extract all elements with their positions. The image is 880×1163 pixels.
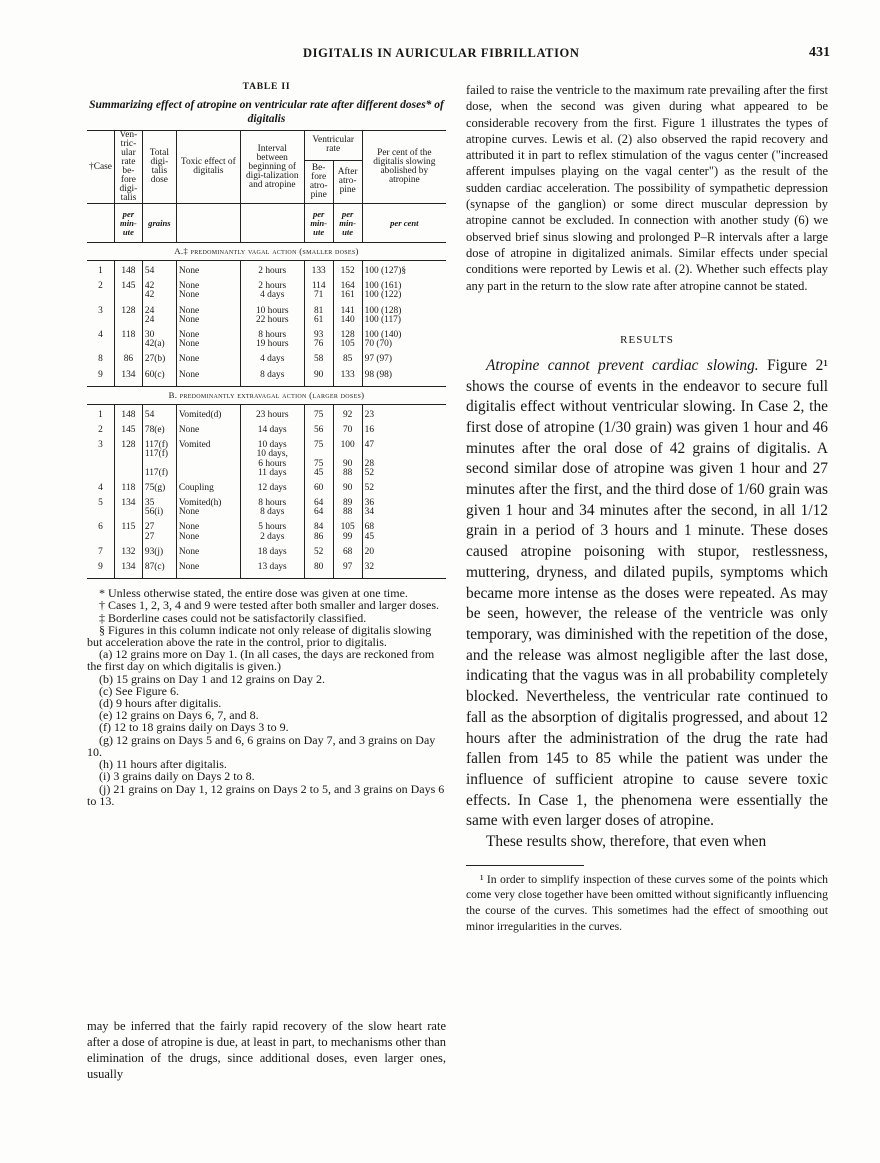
results-paragraph-2: These results show, therefore, that even when bbox=[486, 833, 767, 851]
after-atropine-cell: 70 bbox=[333, 426, 362, 435]
data-table bbox=[87, 130, 446, 579]
unit-case bbox=[87, 204, 114, 243]
table-row bbox=[87, 282, 446, 300]
dose-cell: 87(c) bbox=[142, 563, 176, 572]
interval-cell: 10 hours 22 hours bbox=[240, 307, 304, 325]
case-cell: 2 bbox=[98, 424, 103, 435]
running-header bbox=[60, 46, 830, 66]
before-atropine-cell: 114 71 bbox=[304, 282, 333, 300]
table-row bbox=[87, 371, 446, 380]
rate-cell: 148 bbox=[114, 411, 142, 420]
table-note: (i) 3 grains daily on Days 2 to 8. bbox=[99, 769, 255, 784]
table-note: * Unless otherwise stated, the entire dose was given at one time. bbox=[99, 586, 408, 601]
section-a-label: A.‡ predominantly vagal action (smaller doses) bbox=[87, 243, 446, 261]
header-interval: Interval between beginning of digi-talization and atropine bbox=[240, 131, 304, 204]
percent-cell: 98 (98) bbox=[362, 371, 446, 380]
table-note: § Figures in this column indicate not only release of digitalis slowing but acceleration above the rate in the control, prior to digitalis. bbox=[87, 622, 432, 650]
right-column bbox=[466, 82, 828, 934]
percent-cell: 32 bbox=[362, 563, 446, 572]
dose-cell: 27 27 bbox=[142, 523, 176, 541]
rate-cell: 134 bbox=[114, 499, 142, 517]
percent-cell: 16 bbox=[362, 426, 446, 435]
case-cell: 5 bbox=[98, 498, 103, 509]
table-notes bbox=[87, 587, 446, 807]
case-cell: 3 bbox=[98, 440, 103, 451]
percent-cell: 100 (161) 100 (122) bbox=[362, 282, 446, 300]
table-note: ‡ Borderline cases could not be satisfactorily classified. bbox=[99, 610, 367, 625]
toxic-cell: None bbox=[176, 426, 240, 435]
interval-cell: 23 hours bbox=[240, 411, 304, 420]
table-title: Summarizing effect of atropine on ventricular rate after different doses* of digitalis bbox=[89, 99, 444, 125]
table-row bbox=[87, 267, 446, 276]
dose-cell: 27(b) bbox=[142, 355, 176, 364]
toxic-cell: None None bbox=[176, 523, 240, 541]
percent-cell: 47 28 52 bbox=[362, 441, 446, 478]
case-cell: 2 bbox=[98, 281, 103, 292]
table-row bbox=[87, 548, 446, 557]
rate-cell: 118 bbox=[114, 331, 142, 349]
case-cell: 3 bbox=[98, 305, 103, 316]
toxic-cell: Coupling bbox=[176, 484, 240, 493]
interval-cell: 8 hours 19 hours bbox=[240, 331, 304, 349]
table-note: (e) 12 grains on Days 6, 7, and 8. bbox=[99, 708, 259, 723]
case-cell: 9 bbox=[98, 562, 103, 573]
table-note: (f) 12 to 18 grains daily on Days 3 to 9. bbox=[99, 720, 289, 735]
toxic-cell: None bbox=[176, 371, 240, 380]
percent-cell: 52 bbox=[362, 484, 446, 493]
after-atropine-cell: 68 bbox=[333, 548, 362, 557]
after-atropine-cell: 152 bbox=[333, 267, 362, 276]
table-note: (c) See Figure 6. bbox=[99, 683, 179, 698]
unit-rate-before: per min-ute bbox=[114, 204, 142, 243]
case-cell: 7 bbox=[98, 546, 103, 557]
unit-interval bbox=[240, 204, 304, 243]
header-rate-before: Ven-tric-ular rate be-fore digi-talis bbox=[114, 131, 142, 204]
after-atropine-cell: 97 bbox=[333, 563, 362, 572]
after-atropine-cell: 100 90 88 bbox=[333, 441, 362, 478]
unit-percent: per cent bbox=[362, 204, 446, 243]
before-atropine-cell: 60 bbox=[304, 484, 333, 493]
toxic-cell: None bbox=[176, 563, 240, 572]
interval-cell: 4 days bbox=[240, 355, 304, 364]
before-atropine-cell: 52 bbox=[304, 548, 333, 557]
before-atropine-cell: 81 61 bbox=[304, 307, 333, 325]
interval-cell: 12 days bbox=[240, 484, 304, 493]
page-number: 431 bbox=[809, 45, 830, 60]
percent-cell: 36 34 bbox=[362, 499, 446, 517]
table-row bbox=[87, 355, 446, 364]
before-atropine-cell: 75 bbox=[304, 411, 333, 420]
percent-cell: 68 45 bbox=[362, 523, 446, 541]
results-lead: Atropine cannot prevent cardiac slowing. bbox=[486, 356, 759, 374]
unit-toxic bbox=[176, 204, 240, 243]
table-row bbox=[87, 563, 446, 572]
before-atropine-cell: 90 bbox=[304, 371, 333, 380]
case-cell: 8 bbox=[98, 354, 103, 365]
table-note: (b) 15 grains on Day 1 and 12 grains on Day 2. bbox=[99, 671, 325, 686]
results-paragraph bbox=[466, 356, 828, 832]
case-cell: 6 bbox=[98, 522, 103, 533]
running-title: DIGITALIS IN AURICULAR FIBRILLATION bbox=[303, 46, 580, 60]
case-cell: 1 bbox=[98, 409, 103, 420]
rate-cell: 115 bbox=[114, 523, 142, 541]
interval-cell: 2 hours 4 days bbox=[240, 282, 304, 300]
table-note: (j) 21 grains on Day 1, 12 grains on Days 2 to 5, and 3 grains on Days 6 to 13. bbox=[87, 781, 445, 808]
after-atropine-cell: 92 bbox=[333, 411, 362, 420]
percent-cell: 23 bbox=[362, 411, 446, 420]
dose-cell: 30 42(a) bbox=[142, 331, 176, 349]
interval-cell: 10 days 10 days, 6 hours 11 days bbox=[240, 441, 304, 478]
case-cell: 4 bbox=[98, 329, 103, 340]
unit-after-atropine: per min-ute bbox=[333, 204, 362, 243]
toxic-cell: Vomited(d) bbox=[176, 411, 240, 420]
unit-before-atropine: per min-ute bbox=[304, 204, 333, 243]
after-atropine-cell: 105 99 bbox=[333, 523, 362, 541]
header-percent-slowing: Per cent of the digitalis slowing abolished by atropine bbox=[362, 131, 446, 204]
dose-cell: 24 24 bbox=[142, 307, 176, 325]
toxic-cell: None bbox=[176, 548, 240, 557]
left-tail-paragraph: may be inferred that the fairly rapid recovery of the slow heart rate after a dose of atropine is due, at least in part, to mechanisms other than elimination of the drugs, since additional doses, even larger ones, usually bbox=[87, 1019, 446, 1081]
table-row bbox=[87, 307, 446, 325]
table-row bbox=[87, 523, 446, 541]
interval-cell: 8 days bbox=[240, 371, 304, 380]
dose-cell: 60(c) bbox=[142, 371, 176, 380]
interval-cell: 8 hours 8 days bbox=[240, 499, 304, 517]
toxic-cell: None None bbox=[176, 282, 240, 300]
rate-cell: 86 bbox=[114, 355, 142, 364]
case-cell: 4 bbox=[98, 482, 103, 493]
header-after-atropine: After atro-pine bbox=[333, 160, 362, 203]
right-top-paragraph: failed to raise the ventricle to the maximum rate prevailing after the first dose, when the second was given during what appeared to be considerable recovery from the first. Figure 1 illustrates the types of atropine curves. Lewis et al. (2) also observed the rapid recovery and attributed it in part to reflex stimulation of the vagus center ("increased afferent impulses playing on the vagal center") as the result of the sudden cardiac acceleration. The possibility of sympathetic depression (synapse of the ganglion) or some direct muscular depression by atropine cannot be excluded. In connection with another study (6) we observed brief sinus slowing and prolonged P–R intervals after a large dose of atropine in digitalized animals. Similar effects under special conditions were reported by Lewis et al. (2). Whether such effects play any part in the return to the slow rate after atropine cannot be stated. bbox=[466, 83, 828, 293]
rate-cell: 145 bbox=[114, 282, 142, 300]
after-atropine-cell: 89 88 bbox=[333, 499, 362, 517]
dose-cell: 42 42 bbox=[142, 282, 176, 300]
table-row bbox=[87, 331, 446, 349]
table-row bbox=[87, 484, 446, 493]
percent-cell: 97 (97) bbox=[362, 355, 446, 364]
unit-dose: grains bbox=[142, 204, 176, 243]
toxic-cell: None bbox=[176, 267, 240, 276]
before-atropine-cell: 133 bbox=[304, 267, 333, 276]
before-atropine-cell: 80 bbox=[304, 563, 333, 572]
header-before-atropine: Be-fore atro-pine bbox=[304, 160, 333, 203]
table-row bbox=[87, 411, 446, 420]
interval-cell: 13 days bbox=[240, 563, 304, 572]
table-note: (a) 12 grains more on Day 1. (In all cases, the days are reckoned from the first day on which digitalis is given.) bbox=[87, 647, 435, 674]
table-caption: TABLE II bbox=[242, 82, 291, 92]
toxic-cell: None None bbox=[176, 331, 240, 349]
dose-cell: 117(f) 117(f) 117(f) bbox=[142, 441, 176, 478]
dose-cell: 54 bbox=[142, 267, 176, 276]
rate-cell: 134 bbox=[114, 563, 142, 572]
after-atropine-cell: 141 140 bbox=[333, 307, 362, 325]
rate-cell: 145 bbox=[114, 426, 142, 435]
percent-cell: 100 (127)§ bbox=[362, 267, 446, 276]
footnote: ¹ In order to simplify inspection of these curves some of the points which come very close together have been omitted without significantly influencing the course of the curves. This sometimes had the effect of smoothing out minor irregularities in the curves. bbox=[466, 872, 828, 933]
rate-cell: 128 bbox=[114, 307, 142, 325]
table-note: † Cases 1, 2, 3, 4 and 9 were tested after both smaller and larger doses. bbox=[99, 598, 440, 613]
toxic-cell: None None bbox=[176, 307, 240, 325]
interval-cell: 18 days bbox=[240, 548, 304, 557]
table-note: (d) 9 hours after digitalis. bbox=[99, 696, 222, 711]
toxic-cell: None bbox=[176, 355, 240, 364]
toxic-cell: Vomited(h) None bbox=[176, 499, 240, 517]
percent-cell: 20 bbox=[362, 548, 446, 557]
after-atropine-cell: 85 bbox=[333, 355, 362, 364]
rate-cell: 118 bbox=[114, 484, 142, 493]
interval-cell: 14 days bbox=[240, 426, 304, 435]
interval-cell: 5 hours 2 days bbox=[240, 523, 304, 541]
before-atropine-cell: 64 64 bbox=[304, 499, 333, 517]
rate-cell: 148 bbox=[114, 267, 142, 276]
results-body: Figure 2¹ shows the course of events in the endeavor to secure full digitalis effect without ventricular slowing. In Case 2, the first dose of atropine (1/30 grain) was given 1 hour and 46 minutes after the oral dose of 42 grains of digitalis. A second similar dose of atropine was given 1 hour and 27 minutes after the first, and the third dose of 1/60 grain was given 1 hour and 34 minutes after the second, in all 1/12 grain in a period of 3 hours and 1 minute. These doses caused atropine poisoning with stupor, restlessness, muttering, dryness, and dilated pupils, symptoms which became more intense as the doses were repeated. As may be seen, however, the release of the ventricle was only temporary, was diminished with the repetition of the dose, and the release was almost negligible after the last dose, indicating that the vagus was in all probability completely blocked. Nevertheless, the ventricular rate continued to fall as the absorption of digitalis progressed, and about 12 hours after the administration of the drug the rate had fallen from 145 to 85 while the patient was under the influence of sufficient atropine to cause severe toxic effects. In Case 1, the phenomena were essentially the same with even larger doses of atropine. bbox=[466, 356, 828, 830]
table-row bbox=[87, 426, 446, 435]
dose-cell: 93(j) bbox=[142, 548, 176, 557]
after-atropine-cell: 90 bbox=[333, 484, 362, 493]
section-b-label: B. predominantly extravagal action (larger doses) bbox=[87, 386, 446, 404]
rate-cell: 128 bbox=[114, 441, 142, 478]
header-total-dose: Total digi-talis dose bbox=[142, 131, 176, 204]
percent-cell: 100 (140) 70 (70) bbox=[362, 331, 446, 349]
dose-cell: 78(e) bbox=[142, 426, 176, 435]
table-note: (g) 12 grains on Days 5 and 6, 6 grains on Day 7, and 3 grains on Day 10. bbox=[87, 732, 436, 759]
table-row bbox=[87, 499, 446, 517]
before-atropine-cell: 56 bbox=[304, 426, 333, 435]
header-toxic-effect: Toxic effect of digitalis bbox=[176, 131, 240, 204]
percent-cell: 100 (128) 100 (117) bbox=[362, 307, 446, 325]
case-cell: 9 bbox=[98, 369, 103, 380]
results-heading: RESULTS bbox=[620, 333, 674, 346]
rate-cell: 132 bbox=[114, 548, 142, 557]
dose-cell: 35 56(i) bbox=[142, 499, 176, 517]
case-cell: 1 bbox=[98, 266, 103, 276]
rate-cell: 134 bbox=[114, 371, 142, 380]
header-case: †Case bbox=[87, 131, 114, 204]
table-row bbox=[87, 441, 446, 478]
interval-cell: 2 hours bbox=[240, 267, 304, 276]
before-atropine-cell: 58 bbox=[304, 355, 333, 364]
dose-cell: 75(g) bbox=[142, 484, 176, 493]
left-column bbox=[87, 82, 446, 807]
after-atropine-cell: 128 105 bbox=[333, 331, 362, 349]
after-atropine-cell: 164 161 bbox=[333, 282, 362, 300]
dose-cell: 54 bbox=[142, 411, 176, 420]
header-ventricular-rate: Ventricular rate bbox=[304, 131, 362, 161]
after-atropine-cell: 133 bbox=[333, 371, 362, 380]
toxic-cell: Vomited bbox=[176, 441, 240, 478]
table-note: (h) 11 hours after digitalis. bbox=[99, 757, 227, 772]
footnote-rule bbox=[466, 865, 584, 866]
before-atropine-cell: 84 86 bbox=[304, 523, 333, 541]
before-atropine-cell: 93 76 bbox=[304, 331, 333, 349]
before-atropine-cell: 75 75 45 bbox=[304, 441, 333, 478]
